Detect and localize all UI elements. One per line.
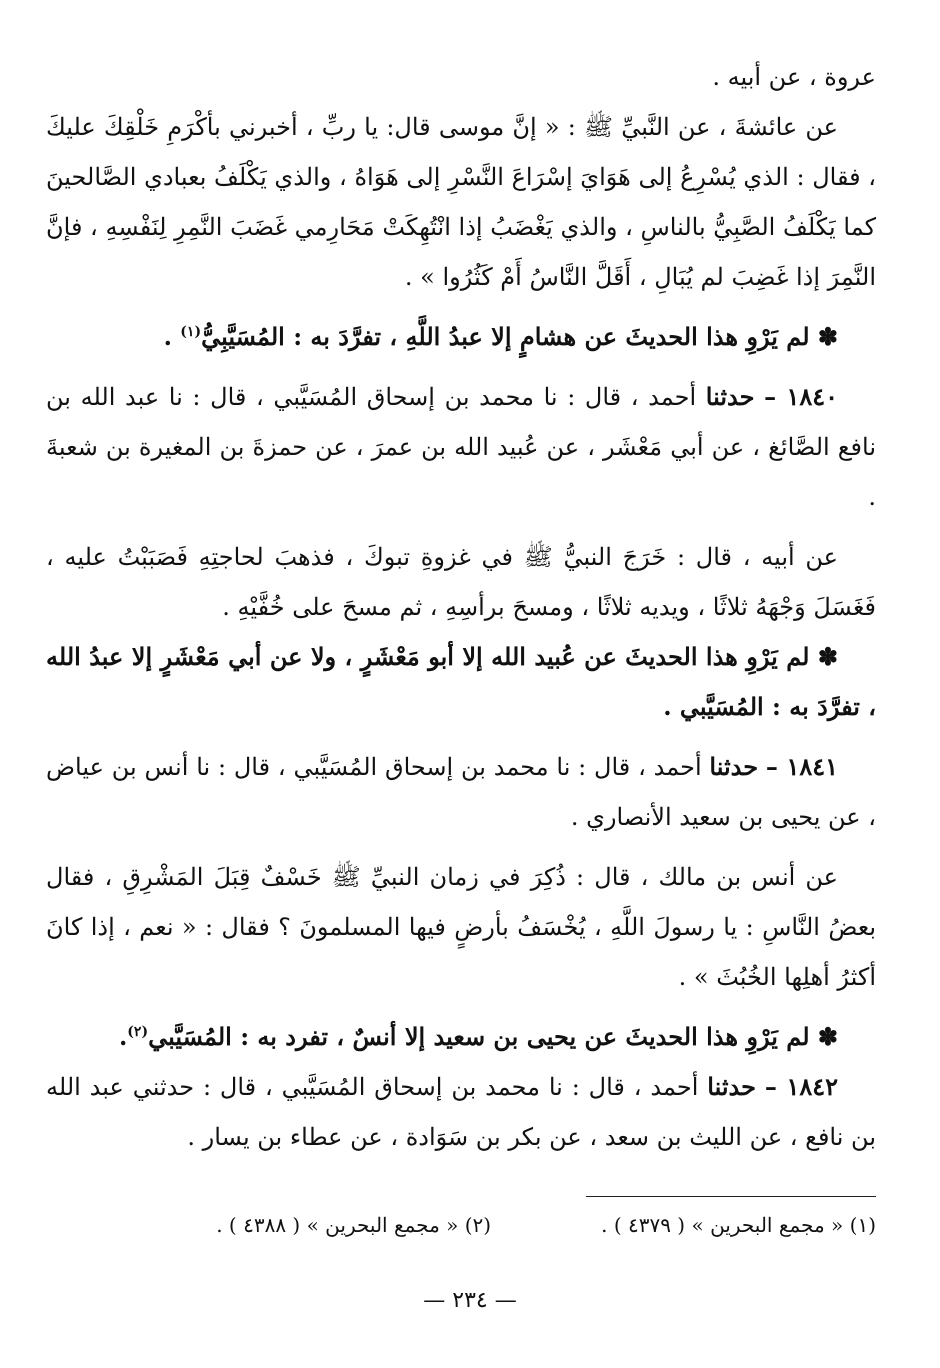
hadith-number: ١٨٤٢ – [764,1072,838,1101]
footnote-marker: (٢) [127,1024,149,1040]
commentary-note [46,312,876,362]
hadith-chain [46,742,876,842]
commentary-text: ✽ لم يَرْوِ هذا الحديثَ عن هشامٍ إلا عبدُ اللَّهِ ، تفرَّدَ به : المُسَيَّبِيُّ [201,322,838,351]
chain-lead: حدثنا [705,382,755,411]
hadith-chain [46,1062,876,1162]
chain-text: أحمد ، قال : نا محمد بن إسحاق المُسَيَّبي ، قال : نا أنس بن عياض ، عن يحيى بن سعيد الأنصاري . [46,753,876,831]
commentary-note [46,1012,876,1062]
footnote-2: (٢) « مجمع البحرين » ( ٤٣٨٨ ) . [216,1213,492,1237]
footnotes [56,1208,876,1242]
hadith-number: ١٨٤١ – [765,752,838,781]
chain-lead: حدثنا [709,752,759,781]
chain-text: أحمد ، قال : نا محمد بن إسحاق المُسَيَّبي ، قال : نا عبد الله بن نافع الصَّائغ ، عن أبي مَعْشَر ، عن عُبيد الله بن عمرَ ، عن حمزةَ بن المغيرة بن شعبةَ . [46,383,877,511]
commentary-tail: . [163,322,181,351]
hadith-number: ١٨٤٠ – [764,382,838,411]
hadith-text: عن أبيه ، قال : خَرَجَ النبيُّ ﷺ في غزوةِ تبوكَ ، فذهبَ لحاجتِهِ فَصَبَبْتُ عليه ، فَغَسَلَ وَجْهَهُ ثلاثًا ، ويديه ثلاثًا ، ومسحَ برأسِهِ ، ثم مسحَ على خُفَّيْهِ . [46,543,876,621]
commentary-tail: . [118,1022,128,1051]
commentary-text: ✽ لم يَرْوِ هذا الحديثَ عن يحيى بن سعيد إلا أنسٌ ، تفرد به : المُسَيَّبي [148,1022,838,1051]
text-line: عروة ، عن أبيه . [712,63,876,91]
footnote-1: (١) « مجمع البحرين » ( ٤٣٧٩ ) . [601,1213,876,1237]
chain-text: أحمد ، قال : نا محمد بن إسحاق المُسَيَّبي ، قال : حدثني عبد الله بن نافع ، عن الليث بن سعد ، عن بكر بن سَوَادة ، عن عطاء بن يسار . [46,1073,876,1151]
commentary-note: ✽ لم يَرْوِ هذا الحديثَ عن عُبيد الله إلا أبو مَعْشَرٍ ، ولا عن أبي مَعْشَرٍ إلا عبدُ الله ، تفرَّدَ به : المُسَيَّبي . [46,642,876,721]
page-body [46,52,876,1162]
hadith-text: عن عائشةَ ، عن النَّبيِّ ﷺ : « إنَّ موسى قال: يا ربِّ ، أخبرني بأكْرَمِ خَلْقِكَ عليكَ ، فقال : الذي يُسْرِعُ إلى هَوَايَ إسْرَاعَ النَّسْرِ إلى هَوَاهُ ، والذي يَكْلَفُ بعبادي الصَّالحينَ كما يَكْلَفُ الصَّبِيُّ بالناسِ ، والذي يَغْضَبُ إذا انْتُهِكَتْ مَحَارِمي غَضَبَ النَّمِرِ لِنَفْسِهِ ، فإنَّ النَّمِرَ إذا غَضِبَ لم يُبَالِ ، أَقَلَّ النَّاسُ أَمْ كَثُرُوا » . [46,113,876,291]
page-number: — ٢٣٤ — [423,1288,517,1313]
footnote-divider [586,1196,876,1197]
hadith-text: عن أنس بن مالك ، قال : ذُكِرَ في زمان النبيِّ ﷺ خَسْفٌ قِبَلَ المَشْرِقِ ، فقال بعضُ النَّاسِ : يا رسولَ اللَّهِ ، يُخْسَفُ بأرضٍ فيها المسلمونَ ؟ فقال : « نعم ، إذا كانَ أكثرُ أهلِها الخُبُثَ » . [46,863,876,991]
footnote-marker: (١) [180,324,202,340]
hadith-chain [46,372,876,522]
chain-lead: حدثنا [707,1072,756,1101]
